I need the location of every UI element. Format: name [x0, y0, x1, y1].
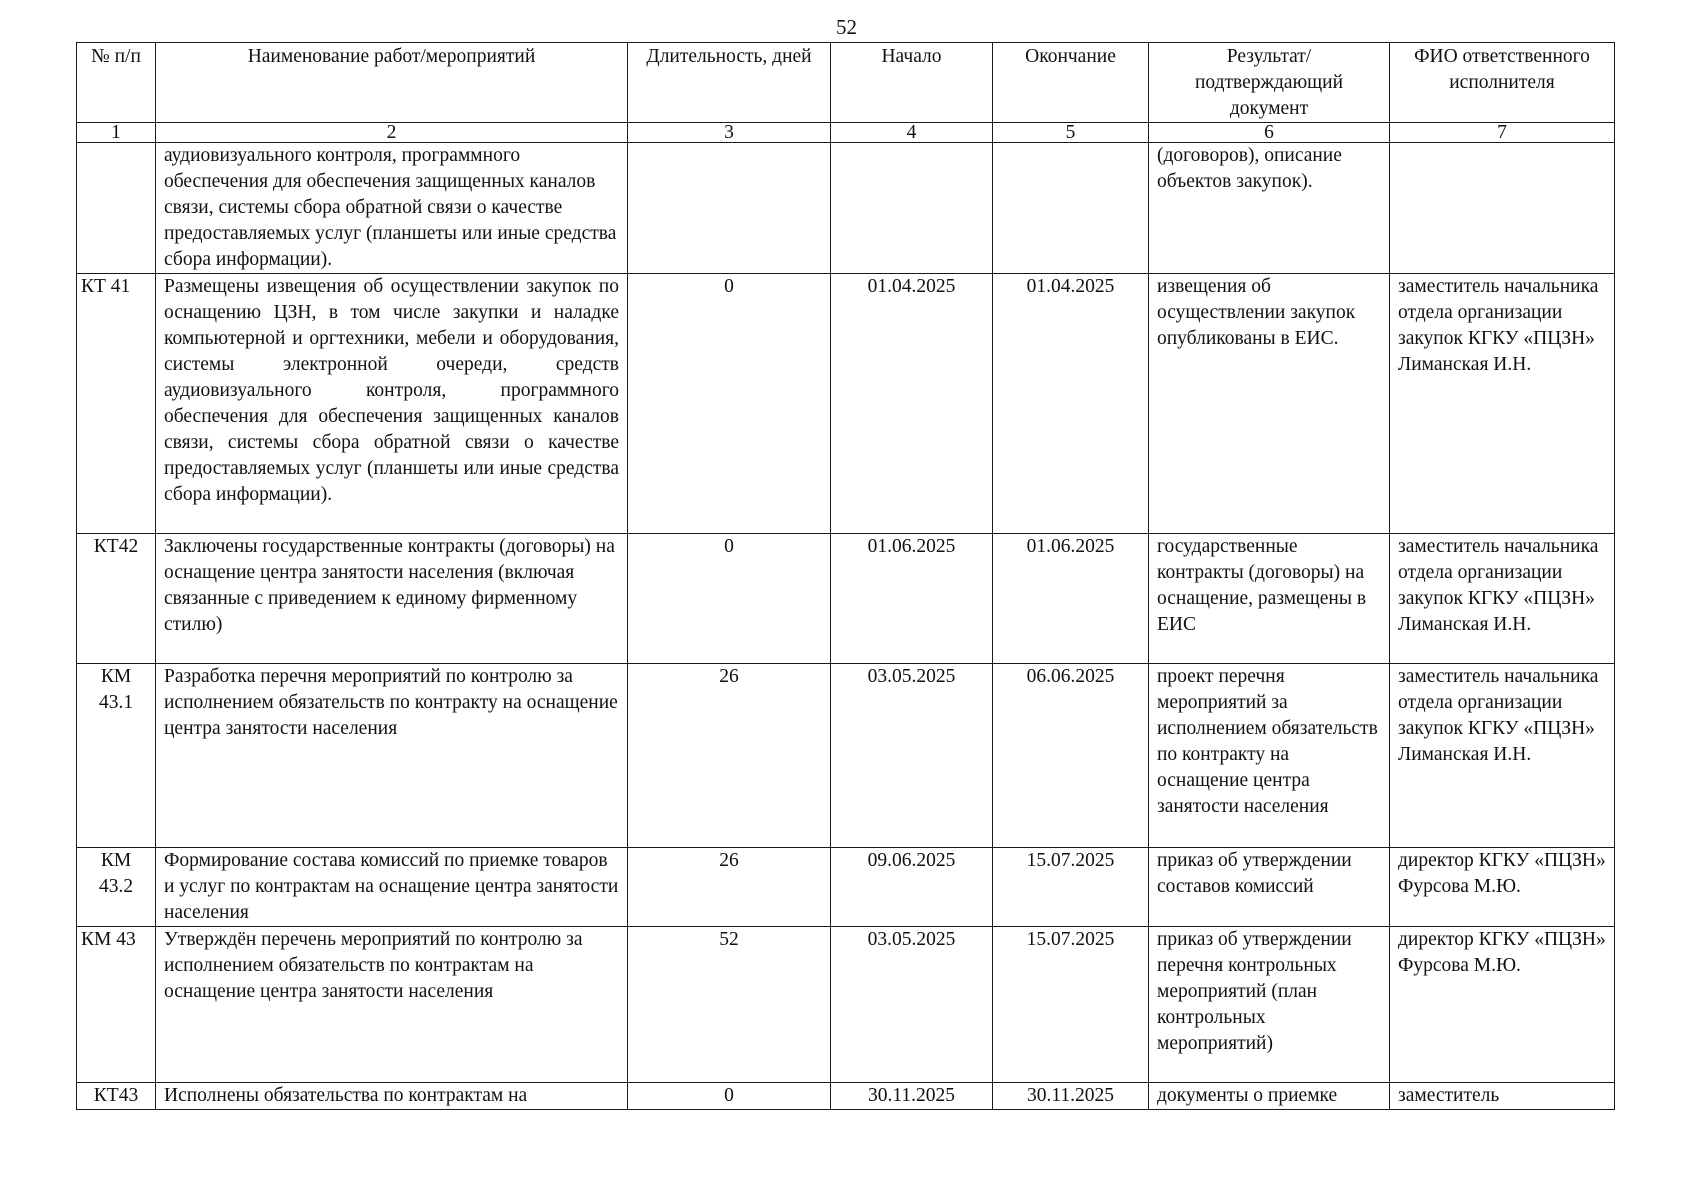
column-number: 7 — [1390, 123, 1615, 143]
row-duration: 26 — [628, 848, 831, 927]
header-cell-name: Наименование работ/мероприятий — [156, 43, 628, 123]
row-responsible: заместитель — [1390, 1083, 1615, 1110]
row-code: КТ 41 — [77, 274, 156, 534]
row-result: государственные контракты (договоры) на оснащение, размещены в ЕИС — [1149, 534, 1390, 664]
row-code — [77, 143, 156, 274]
row-duration: 0 — [628, 534, 831, 664]
row-result: проект перечня мероприятий за исполнением обязательств по контракту на оснащение центра занятости населения — [1149, 664, 1390, 848]
row-start — [831, 143, 993, 274]
row-responsible: директор КГКУ «ПЦЗН» Фурсова М.Ю. — [1390, 848, 1615, 927]
row-code: КМ 43 — [77, 927, 156, 1083]
header-cell-number: № п/п — [77, 43, 156, 123]
row-result: документы о приемке — [1149, 1083, 1390, 1110]
header-cell-start: Начало — [831, 43, 993, 123]
header-cell-duration: Длительность, дней — [628, 43, 831, 123]
row-duration: 52 — [628, 927, 831, 1083]
row-name: Исполнены обязательства по контрактам на — [156, 1083, 628, 1110]
row-start: 30.11.2025 — [831, 1083, 993, 1110]
column-number: 1 — [77, 123, 156, 143]
row-responsible — [1390, 143, 1615, 274]
row-start: 03.05.2025 — [831, 927, 993, 1083]
row-name: Утверждён перечень мероприятий по контролю за исполнением обязательств по контрактам на оснащение центра занятости населения — [156, 927, 628, 1083]
row-start: 01.04.2025 — [831, 274, 993, 534]
column-number: 3 — [628, 123, 831, 143]
row-name: Формирование состава комиссий по приемке товаров и услуг по контрактам на оснащение центра занятости населения — [156, 848, 628, 927]
row-end: 30.11.2025 — [993, 1083, 1149, 1110]
row-code: КМ 43.1 — [77, 664, 156, 848]
row-result: извещения об осуществлении закупок опубликованы в ЕИС. — [1149, 274, 1390, 534]
row-end: 06.06.2025 — [993, 664, 1149, 848]
table-row — [77, 664, 1615, 848]
header-cell-responsible: ФИО ответственного исполнителя — [1390, 43, 1615, 123]
table-row — [77, 848, 1615, 927]
row-name: Разработка перечня мероприятий по контролю за исполнением обязательств по контракту на оснащение центра занятости населения — [156, 664, 628, 848]
table-row — [77, 534, 1615, 664]
row-end: 01.04.2025 — [993, 274, 1149, 534]
row-start: 09.06.2025 — [831, 848, 993, 927]
row-name: Заключены государственные контракты (договоры) на оснащение центра занятости населения (включая связанные с приведением к единому фирменному стилю) — [156, 534, 628, 664]
row-start: 03.05.2025 — [831, 664, 993, 848]
row-responsible: заместитель начальника отдела организации закупок КГКУ «ПЦЗН» Лиманская И.Н. — [1390, 664, 1615, 848]
row-name: аудиовизуального контроля, программного обеспечения для обеспечения защищенных каналов связи, системы сбора обратной связи о качестве предоставляемых услуг (планшеты или иные средства сбора информации). — [156, 143, 628, 274]
work-plan-table — [76, 42, 1615, 1110]
table-row — [77, 143, 1615, 274]
column-number: 6 — [1149, 123, 1390, 143]
header-row — [77, 43, 1615, 123]
row-result: приказ об утверждении перечня контрольных мероприятий (план контрольных мероприятий) — [1149, 927, 1390, 1083]
row-end: 01.06.2025 — [993, 534, 1149, 664]
row-result: (договоров), описание объектов закупок). — [1149, 143, 1390, 274]
row-responsible: заместитель начальника отдела организации закупок КГКУ «ПЦЗН» Лиманская И.Н. — [1390, 274, 1615, 534]
row-end: 15.07.2025 — [993, 927, 1149, 1083]
row-code: КТ42 — [77, 534, 156, 664]
row-code: КТ43 — [77, 1083, 156, 1110]
column-number: 5 — [993, 123, 1149, 143]
row-duration — [628, 143, 831, 274]
row-responsible: заместитель начальника отдела организации закупок КГКУ «ПЦЗН» Лиманская И.Н. — [1390, 534, 1615, 664]
table-row — [77, 1083, 1615, 1110]
table-row — [77, 927, 1615, 1083]
row-end — [993, 143, 1149, 274]
table-row — [77, 274, 1615, 534]
column-number-row — [77, 123, 1615, 143]
row-code: КМ 43.2 — [77, 848, 156, 927]
row-duration: 0 — [628, 274, 831, 534]
header-cell-end: Окончание — [993, 43, 1149, 123]
row-responsible: директор КГКУ «ПЦЗН» Фурсова М.Ю. — [1390, 927, 1615, 1083]
page-number: 52 — [836, 15, 857, 39]
row-name: Размещены извещения об осуществлении закупок по оснащению ЦЗН, в том числе закупки и наладке компьютерной и оргтехники, мебели и оборудования, системы электронной очереди, средств аудиовизуального контроля, программного обеспечения для обеспечения защищенных каналов связи, системы сбора обратной связи о качестве предоставляемых услуг (планшеты или иные средства сбора информации). — [156, 274, 628, 534]
column-number: 4 — [831, 123, 993, 143]
row-end: 15.07.2025 — [993, 848, 1149, 927]
column-number: 2 — [156, 123, 628, 143]
row-start: 01.06.2025 — [831, 534, 993, 664]
row-duration: 26 — [628, 664, 831, 848]
header-cell-result: Результат/ подтверждающий документ — [1149, 43, 1390, 123]
row-result: приказ об утверждении составов комиссий — [1149, 848, 1390, 927]
row-duration: 0 — [628, 1083, 831, 1110]
